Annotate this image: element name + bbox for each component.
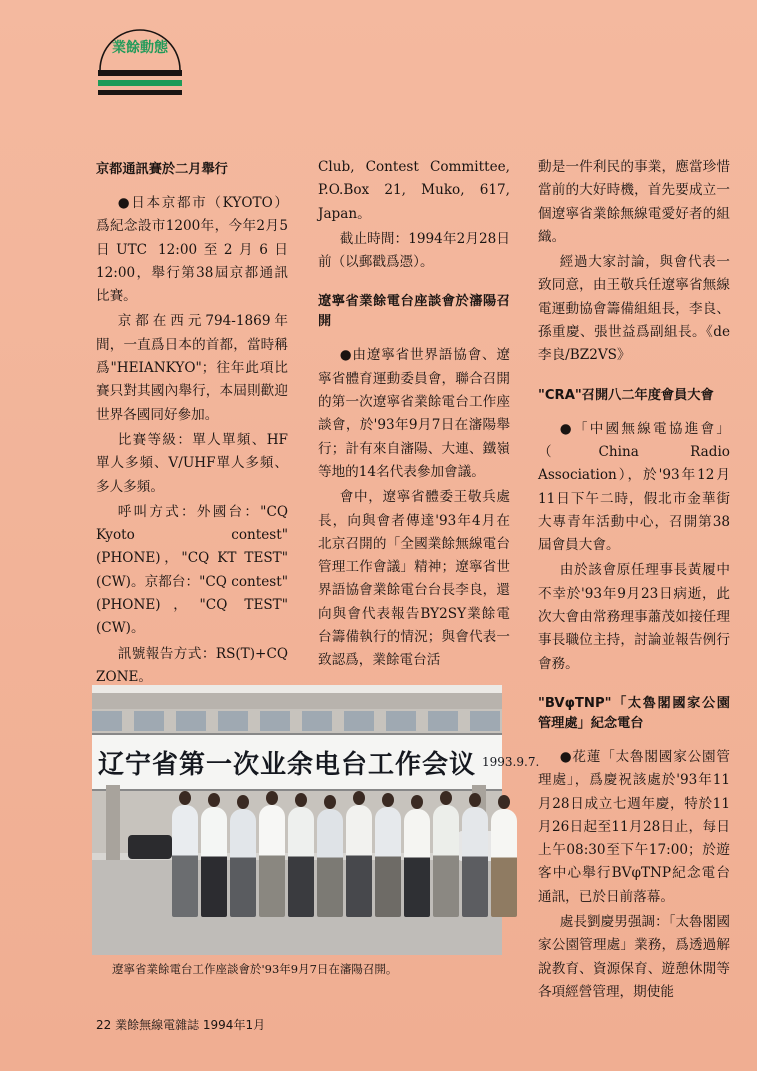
article-heading-liaoning: 遼寧省業餘電台座談會於瀋陽召開 bbox=[318, 294, 510, 330]
paragraph: 動是一件利民的事業，應當珍惜當前的大好時機，首先要成立一個遼寧省業餘無線電愛好者的組織。 bbox=[538, 159, 730, 245]
person-figure bbox=[462, 807, 488, 917]
banner-text: 辽宁省第一次业余电台工作会议 bbox=[98, 749, 477, 780]
person-figure bbox=[404, 809, 430, 917]
paragraph: 會中，遼寧省體委王敬兵處長，向與會者傳達'93年4月在北京召開的「全國業餘無線電台管理工作會議」精神；遼寧省世界語協會業餘電台台長李良，還向與會代表報告BY2SY業餘電台籌備執行的情況；與會代表一致認爲，業餘電台活 bbox=[318, 489, 510, 669]
photo-caption: 遼寧省業餘電台工作座談會於'93年9月7日在瀋陽召開。 bbox=[112, 962, 398, 976]
paragraph: 截止時間：1994年2月28日前（以郵戳爲憑）。 bbox=[318, 230, 510, 271]
photo-banner bbox=[92, 733, 540, 791]
article-heading-kyoto: 京都通訊賽於二月舉行 bbox=[96, 162, 228, 177]
paragraph: 由於該會原任理事長黃履中不幸於'93年9月23日病逝，此次大會由常務理事蕭茂如接任理事長職位主持，討論並報告例行會務。 bbox=[538, 562, 730, 672]
person-figure bbox=[491, 809, 517, 917]
person-head bbox=[295, 793, 307, 807]
person-figure bbox=[288, 807, 314, 917]
section-logo bbox=[96, 26, 184, 106]
person-head bbox=[266, 791, 278, 805]
column-2 bbox=[318, 156, 510, 675]
paragraph: 比賽等級：單人單頻、HF單人多頻、V/UHF單人多頻、多人多頻。 bbox=[96, 431, 288, 495]
group-photo bbox=[92, 685, 540, 955]
person-head bbox=[237, 795, 249, 809]
paragraph: 訊號報告方式：RS(T)+CQ ZONE。 bbox=[96, 645, 288, 685]
car bbox=[128, 835, 172, 859]
section-title: 業餘動態 bbox=[112, 40, 168, 56]
paragraph: Club, Contest Committee, P.O.Box 21, Muko, 617, Japan。 bbox=[318, 159, 510, 222]
paragraph: ●「中國無線電協進會」（China Radio Association），於'93年12月11日下午二時，假北市金華街大專青年活動中心，召開第38屆會員大會。 bbox=[538, 420, 730, 554]
paragraph: 處長劉慶男强調：「太魯閣國家公園管理處」業務，爲透過解說教育、資源保育、遊憩休閒等各項經營管理，期使能 bbox=[538, 914, 730, 1000]
person-figure bbox=[259, 805, 285, 917]
person-figure bbox=[346, 805, 372, 917]
paragraph: 呼叫方式：外國台："CQ Kyoto contest" (PHONE)，"CQ KT TEST" (CW)。京都台："CQ contest" (PHONE)，"CQ TEST" (CW)。 bbox=[96, 503, 288, 637]
person-figure bbox=[375, 807, 401, 917]
paragraph: ●花蓮「太魯閣國家公園管理處」，爲慶祝該處於'93年11月28日成立七週年慶，特於11月26日起至11月28日止，每日上午08:30至下午17:00；於遊客中心舉行BVφTNP紀念電台通訊，已於日前落幕。 bbox=[538, 748, 730, 905]
person-head bbox=[179, 791, 191, 805]
person-figure bbox=[172, 805, 198, 917]
person-figure bbox=[230, 809, 256, 917]
column-3 bbox=[538, 156, 730, 1006]
paragraph: 經過大家討論，與會代表一致同意，由王敬兵任遼寧省無線電運動協會籌備組組長，李良、孫重慶、張世益爲副組長。《de 李良/BZ2VS》 bbox=[538, 254, 730, 364]
paragraph: ●日本京都市（KYOTO）爲紀念設市1200年，今年2月5日UTC 12:00至2月6日 12:00，舉行第38屆京都通訊比賽。 bbox=[96, 195, 288, 305]
paragraph: 京都在西元794-1869年間，一直爲日本的首都，當時稱爲"HEIANKYO"；往年此項比賽只對其國內舉行，本屆則歡迎世界各國同好參加。 bbox=[96, 313, 288, 423]
person-head bbox=[382, 793, 394, 807]
person-head bbox=[440, 791, 452, 805]
person-head bbox=[498, 795, 510, 809]
person-head bbox=[411, 795, 423, 809]
person-head bbox=[353, 791, 365, 805]
person-figure bbox=[433, 805, 459, 917]
person-figure bbox=[201, 807, 227, 917]
column-1 bbox=[96, 160, 288, 717]
banner-date: 1993.9.7. bbox=[482, 755, 540, 769]
person-head bbox=[469, 793, 481, 807]
paragraph: ●由遼寧省世界語協會、遼寧省體育運動委員會，聯合召開的第一次遼寧省業餘電台工作座談會，於'93年9月7日在瀋陽舉行；計有來自瀋陽、大連、鐵嶺等地的14名代表參加會議。 bbox=[318, 347, 510, 480]
article-heading-cra: "CRA"召開八二年度會員大會 bbox=[538, 387, 714, 403]
article-heading-bvtnp: "BVφTNP"「太魯閣國家公園管理處」紀念電台 bbox=[538, 695, 730, 731]
person-head bbox=[324, 795, 336, 809]
person-head bbox=[208, 793, 220, 807]
page-footer: 22 業餘無線電雜誌 1994年1月 bbox=[96, 1018, 266, 1032]
person-figure bbox=[317, 809, 343, 917]
